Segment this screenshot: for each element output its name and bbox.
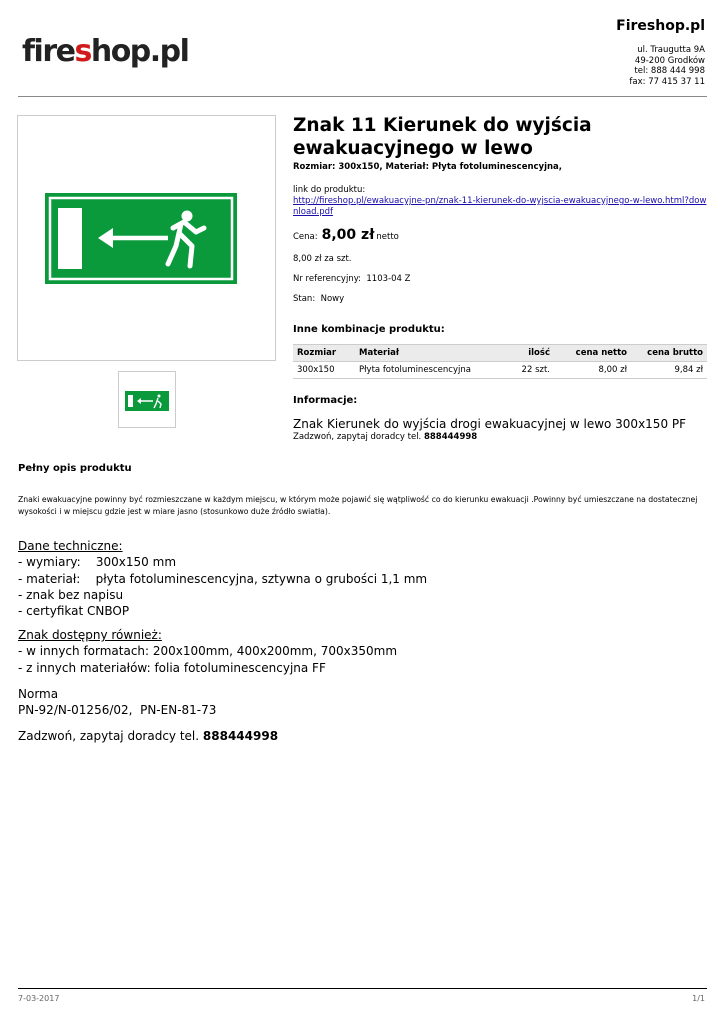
price-row [293, 227, 399, 243]
phone-number: 888444998 [202, 729, 279, 743]
column-header: Materiał [355, 345, 503, 362]
call-text: Zadzwoń, zapytaj doradcy tel. [293, 432, 422, 442]
table-cell: 8,00 zł [554, 362, 631, 379]
norm-value: PN-92/N-01256/02, PN-EN-81-73 [18, 703, 217, 718]
logo-text-part: fire [22, 34, 75, 69]
availability-section [18, 627, 397, 676]
phone-number: 888444998 [423, 432, 478, 442]
table-cell: 300x150 [293, 362, 355, 379]
column-header: cena netto [554, 345, 631, 362]
info-text: Znak Kierunek do wyjścia drogi ewakuacyjnej w lewo 300x150 PF [293, 417, 687, 431]
logo-text-part: hop.pl [90, 34, 189, 69]
reference-row [293, 274, 410, 284]
company-name: Fireshop.pl [616, 18, 705, 34]
condition-label: Stan: [293, 294, 316, 304]
product-link-label: link do produktu: [293, 185, 366, 195]
unit-price: 8,00 zł za szt. [293, 254, 352, 264]
description-paragraph: Znaki ewakuacyjne powinny być rozmieszczane w każdym miejscu, w którym może pojawić się wątpliwość co do kierunku ewakuacji .Powinny być umieszczane na dostatecznej wysokości i w miejscu gdzie jest w miare jasno (stosunkowo duże źródło swiatła). [18, 495, 698, 516]
footer-divider [18, 988, 707, 989]
tech-line: - materiał: płyta fotoluminescencyjna, sztywna o grubości 1,1 mm [18, 571, 428, 586]
table-cell: Płyta fotoluminescencyjna [355, 362, 503, 379]
company-address [629, 45, 705, 87]
header-divider [18, 96, 707, 97]
column-header: cena brutto [631, 345, 707, 362]
info-call [293, 432, 477, 442]
info-heading: Informacje: [293, 395, 358, 406]
condition-value: Nowy [320, 294, 345, 304]
page-number: 1/1 [692, 994, 705, 1003]
price-value: 8,00 zł [321, 227, 375, 243]
address-line: 49-200 Grodków [634, 55, 705, 66]
description-heading: Pełny opis produktu [18, 463, 132, 474]
exit-left-sign-image [18, 116, 275, 360]
column-header: Rozmiar [293, 345, 355, 362]
tech-line: - wymiary: 300x150 mm [18, 555, 177, 570]
availability-line: - w innych formatach: 200x100mm, 400x200mm, 700x350mm [18, 644, 398, 659]
table-cell: 22 szt. [503, 362, 554, 379]
footer-date: 7-03-2017 [18, 994, 60, 1003]
product-attributes: Rozmiar: 300x150, Materiał: Płyta fotoluminescencyjna, [293, 162, 563, 172]
phone-line: tel: 888 444 998 [634, 66, 705, 76]
logo-text-accent: s [74, 34, 91, 69]
table-header-row [293, 345, 707, 362]
tech-line: - certyfikat CNBOP [18, 604, 130, 619]
condition-row [293, 294, 344, 304]
availability-line: - z innych materiałów: folia fotoluminescencyjna FF [18, 660, 326, 675]
price-label: Cena: [293, 232, 318, 242]
norm-section [18, 686, 216, 719]
price-suffix: netto [376, 232, 399, 242]
tech-section [18, 538, 427, 619]
tech-heading: Dane techniczne: [18, 539, 123, 553]
reference-value: 1103-04 Z [366, 274, 411, 284]
fireshop-logo [22, 34, 188, 70]
product-thumbnail[interactable] [118, 371, 176, 428]
table-cell: 9,84 zł [631, 362, 707, 379]
fax-line: fax: 77 415 37 11 [629, 76, 705, 87]
product-title: Znak 11 Kierunek do wyjścia ewakuacyjnego w lewo [293, 115, 592, 159]
norm-heading: Norma [18, 687, 59, 701]
tech-line: - znak bez napisu [18, 587, 124, 602]
combinations-table [293, 344, 707, 379]
reference-label: Nr referencyjny: [293, 274, 361, 284]
product-image [17, 115, 276, 361]
product-link[interactable]: http://fireshop.pl/ewakuacyjne-pn/znak-11-kierunek-do-wyjscia-ewakuacyjnego-w-lewo.html?download.pdf [293, 196, 707, 217]
column-header: ilość [503, 345, 554, 362]
address-line: ul. Traugutta 9A [637, 45, 705, 55]
exit-left-sign-thumbnail [119, 372, 175, 427]
call-text: Zadzwoń, zapytaj doradcy tel. [18, 729, 200, 743]
combinations-heading: Inne kombinacje produktu: [293, 324, 445, 335]
availability-heading: Znak dostępny również: [18, 628, 162, 642]
description-call [18, 728, 278, 744]
table-row [293, 362, 707, 379]
